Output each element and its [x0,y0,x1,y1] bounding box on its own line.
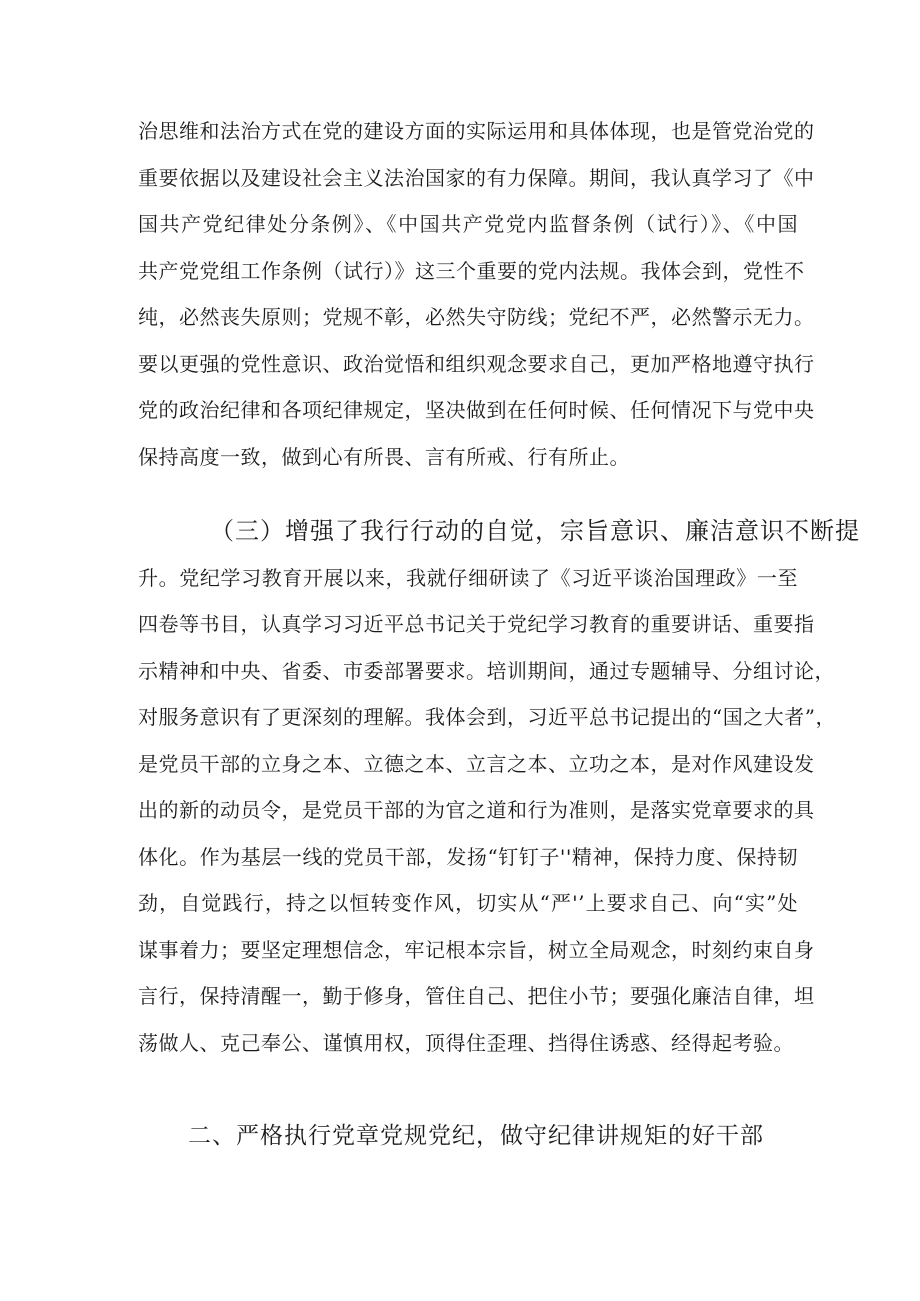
text-line: 要以更强的党性意识、政治觉悟和组织观念要求自己，更加严格地遵守执行 [138,351,815,376]
text-line: 荡做人、克己奉公、谨慎用权，顶得住歪理、挡得住诱惑、经得起考验。 [138,1030,794,1055]
text-line: 保持高度一致，做到心有所畏、言有所戒、行有所止。 [138,444,630,469]
text-line: 体化。作为基层一线的党员干部，发扬“钉钉子''精神，保持力度、保持韧 [138,844,798,869]
paragraph-party-discipline [138,108,815,480]
text-line: 重要依据以及建设社会主义法治国家的有力保障。期间，我认真学习了《中 [138,165,815,190]
text-line: 四卷等书目，认真学习习近平总书记关于党纪学习教育的重要讲话、重要指 [138,612,815,636]
text-line: 治思维和法治方式在党的建设方面的实际运用和具体体现，也是管党治党的 [138,119,815,143]
text-line: 国共产党纪律处分条例》、《中国共产党党内监督条例（试行）》、《中国 [138,212,798,236]
text-line: 谋事着力；要坚定理想信念，牢记根本宗旨，树立全局观念，时刻约束自身 [138,937,815,962]
text-line: 言行，保持清醒一，勤于修身，管住自己、把住小节；要强化廉洁自律，坦 [138,984,815,1008]
text-line: 纯，必然丧失原则；党规不彰，必然失守防线；党纪不严，必然警示无力。 [138,305,815,329]
section-heading: 二、严格执行党章党规党纪，做守纪律讲规矩的好干部 [188,1123,764,1149]
paragraph-section-three [138,508,860,1066]
text-line: 劲，自觉践行，持之以恒转变作风，切实从“严'’上要求自己、向“实”处 [138,891,798,915]
subsection-heading-line: （三）增强了我行行动的自觉，宗旨意识、廉洁意识不断提 [210,517,860,545]
text-line: 对服务意识有了更深刻的理解。我体会到，习近平总书记提出的“国之大者”， [138,705,836,729]
text-line: 升。党纪学习教育开展以来，我就仔细研读了《习近平谈治国理政》一至 [138,565,798,590]
text-line: 是党员干部的立身之本、立德之本、立言之本、立功之本，是对作风建设发 [138,751,815,776]
text-line: 共产党党组工作条例（试行）》这三个重要的党内法规。我体会到，党性不 [138,258,805,283]
text-line: 出的新的动员令，是党员干部的为官之道和行为准则，是落实党章要求的具 [138,798,815,822]
text-line: 示精神和中央、省委、市委部署要求。培训期间，通过专题辅导、分组讨论， [138,658,835,683]
text-line: 党的政治纪律和各项纪律规定，坚决做到在任何时候、任何情况下与党中央 [138,398,815,422]
